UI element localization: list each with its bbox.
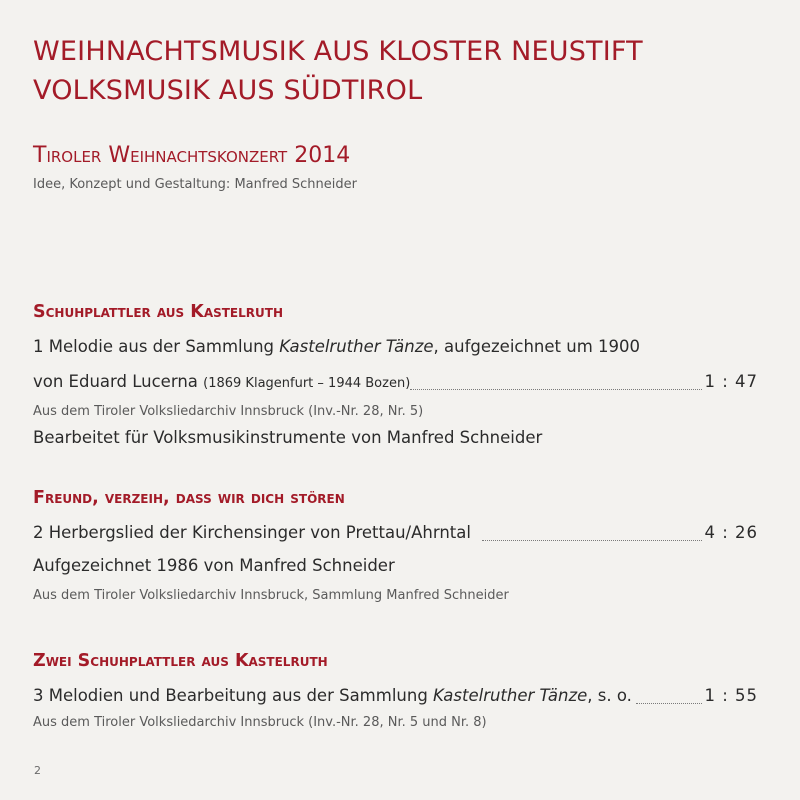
track-3-heading: Zwei Schuhplattler aus Kastelruth — [33, 651, 328, 671]
track-2-source: Aus dem Tiroler Volksliedarchiv Innsbruck, Sammlung Manfred Schneider — [33, 588, 509, 603]
track-1-desc-collection: Kastelruther Tänze — [279, 337, 434, 356]
album-title-line-2: VOLKSMUSIK AUS SÜDTIROL — [33, 75, 423, 106]
track-1-composer-dates: (1869 Klagenfurt – 1944 Bozen) — [203, 376, 411, 391]
concert-credit: Idee, Konzept und Gestaltung: Manfred Schneider — [33, 177, 357, 192]
track-2-leader-dots — [482, 540, 702, 541]
track-1-composer-name: von Eduard Lucerna — [33, 372, 204, 391]
track-1-duration: 1 : 47 — [704, 372, 758, 391]
track-2-heading: Freund, verzeih, dass wir dich stören — [33, 488, 345, 508]
track-1-desc-pre: 1 Melodie aus der Sammlung — [33, 337, 280, 356]
track-1-leader-dots — [410, 389, 702, 390]
page-number: 2 — [34, 764, 41, 777]
track-1-desc-post: , aufgezeichnet um 1900 — [433, 337, 641, 356]
track-2-recorded: Aufgezeichnet 1986 von Manfred Schneider — [33, 556, 395, 575]
track-1-description — [33, 337, 640, 356]
track-3-source: Aus dem Tiroler Volksliedarchiv Innsbruck (Inv.-Nr. 28, Nr. 5 und Nr. 8) — [33, 715, 487, 730]
album-title-line-1: WEIHNACHTSMUSIK AUS KLOSTER NEUSTIFT — [33, 36, 643, 67]
track-3-leader-dots — [636, 703, 702, 704]
track-1-heading: Schuhplattler aus Kastelruth — [33, 302, 283, 322]
track-3-duration: 1 : 55 — [704, 686, 758, 705]
track-3-description — [33, 686, 632, 705]
track-3-desc-collection: Kastelruther Tänze — [433, 686, 588, 705]
track-1-source: Aus dem Tiroler Volksliedarchiv Innsbruck (Inv.-Nr. 28, Nr. 5) — [33, 404, 424, 419]
track-2-description: 2 Herbergslied der Kirchensinger von Prettau/Ahrntal — [33, 523, 471, 542]
track-3-desc-post: , s. o. — [587, 686, 632, 705]
track-3-desc-pre: 3 Melodien und Bearbeitung aus der Sammlung — [33, 686, 434, 705]
track-1-composer — [33, 372, 410, 391]
concert-title: Tiroler Weihnachtskonzert 2014 — [33, 143, 351, 168]
track-2-duration: 4 : 26 — [704, 523, 758, 542]
track-1-arrangement: Bearbeitet für Volksmusikinstrumente von Manfred Schneider — [33, 428, 543, 447]
